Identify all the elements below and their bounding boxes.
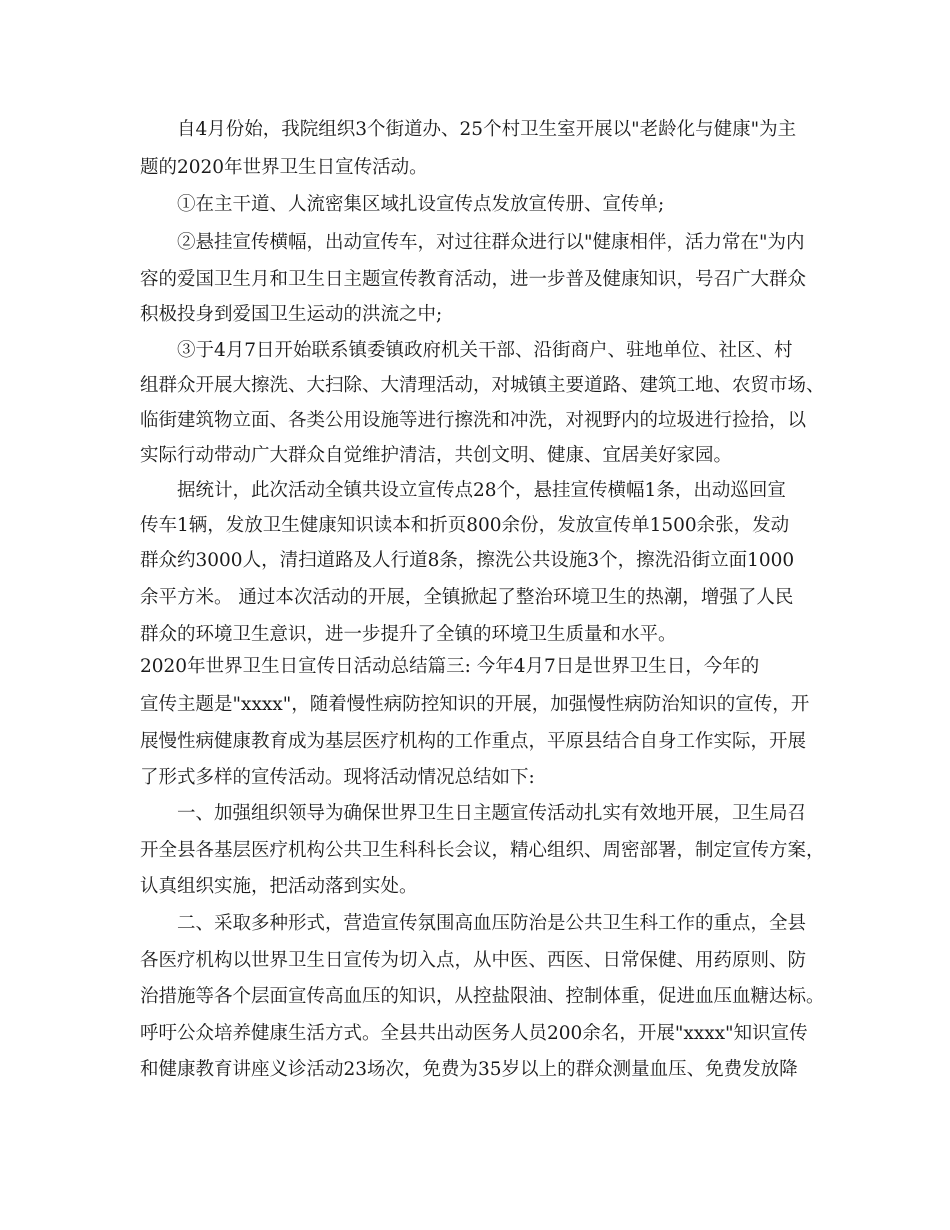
text-line: 展慢性病健康教育成为基层医疗机构的工作重点，平原县结合自身工作实际，开展 bbox=[140, 731, 807, 752]
text-line: 自4月份始，我院组织3个街道办、25个村卫生室开展以"老龄化与健康"为主 bbox=[177, 119, 797, 140]
text-line: 和健康教育讲座义诊活动23场次，免费为35岁以上的群众测量血压、免费发放降 bbox=[140, 1059, 798, 1080]
text-line: 认真组织实施，把活动落到实处。 bbox=[140, 876, 418, 897]
text-line: 据统计，此次活动全镇共设立宣传点28个，悬挂宣传横幅1条，出动巡回宣 bbox=[177, 480, 786, 501]
text-line: 宣传主题是"xxxx"，随着慢性病防控知识的开展，加强慢性病防治知识的宣传，开 bbox=[140, 694, 810, 715]
text-line: 实际行动带动广大群众自觉维护清洁，共创文明、健康、宜居美好家园。 bbox=[140, 445, 733, 466]
text-line: ①在主干道、人流密集区域扎设宣传点发放宣传册、宣传单; bbox=[177, 194, 665, 215]
text-line: 群众的环境卫生意识，进一步提升了全镇的环境卫生质量和水平。 bbox=[140, 624, 677, 645]
text-line: 余平方米。 通过本次活动的开展，全镇掀起了整治环境卫生的热潮，增强了人民 bbox=[140, 587, 794, 608]
text-line: 一、加强组织领导为确保世界卫生日主题宣传活动扎实有效地开展，卫生局召 bbox=[177, 803, 807, 824]
text-line: 积极投身到爱国卫生运动的洪流之中; bbox=[140, 304, 443, 325]
text-line: 治措施等各个层面宣传高血压的知识，从控盐限油、控制体重，促进血压血糖达标。 bbox=[140, 986, 825, 1007]
text-line: 2020年世界卫生日宣传日活动总结篇三: 今年4月7日是世界卫生日，今年的 bbox=[140, 656, 760, 677]
text-line: 临街建筑物立面、各类公用设施等进行擦洗和冲洗，对视野内的垃圾进行捡拾，以 bbox=[140, 410, 807, 431]
text-line: 开全县各基层医疗机构公共卫生科科长会议，精心组织、周密部署，制定宣传方案， bbox=[140, 840, 825, 861]
text-line: 群众约3000人，清扫道路及人行道8条，擦洗公共设施3个，擦洗沿街立面1000 bbox=[140, 550, 795, 571]
text-line: ②悬挂宣传横幅，出动宣传车，对过往群众进行以"健康相伴，活力常在"为内 bbox=[177, 232, 805, 253]
text-line: 传车1辆，发放卫生健康知识读本和折页800余份，发放宣传单1500余张，发动 bbox=[140, 515, 790, 536]
text-line: 二、采取多种形式，营造宣传氛围高血压防治是公共卫生科工作的重点，全县 bbox=[177, 913, 807, 934]
text-line: 呼吁公众培养健康生活方式。全县共出动医务人员200余名，开展"xxxx"知识宣传 bbox=[140, 1023, 808, 1044]
text-line: ③于4月7日开始联系镇委镇政府机关干部、沿街商户、驻地单位、社区、村 bbox=[177, 340, 793, 361]
text-line: 组群众开展大擦洗、大扫除、大清理活动，对城镇主要道路、建筑工地、农贸市场、 bbox=[140, 375, 825, 396]
text-line: 题的2020年世界卫生日宣传活动。 bbox=[140, 157, 428, 178]
text-line: 各医疗机构以世界卫生日宣传为切入点，从中医、西医、日常保健、用药原则、防 bbox=[140, 950, 807, 971]
text-line: 了形式多样的宣传活动。现将活动情况总结如下: bbox=[140, 767, 535, 788]
text-line: 容的爱国卫生月和卫生日主题宣传教育活动，进一步普及健康知识，号召广大群众 bbox=[140, 269, 807, 290]
